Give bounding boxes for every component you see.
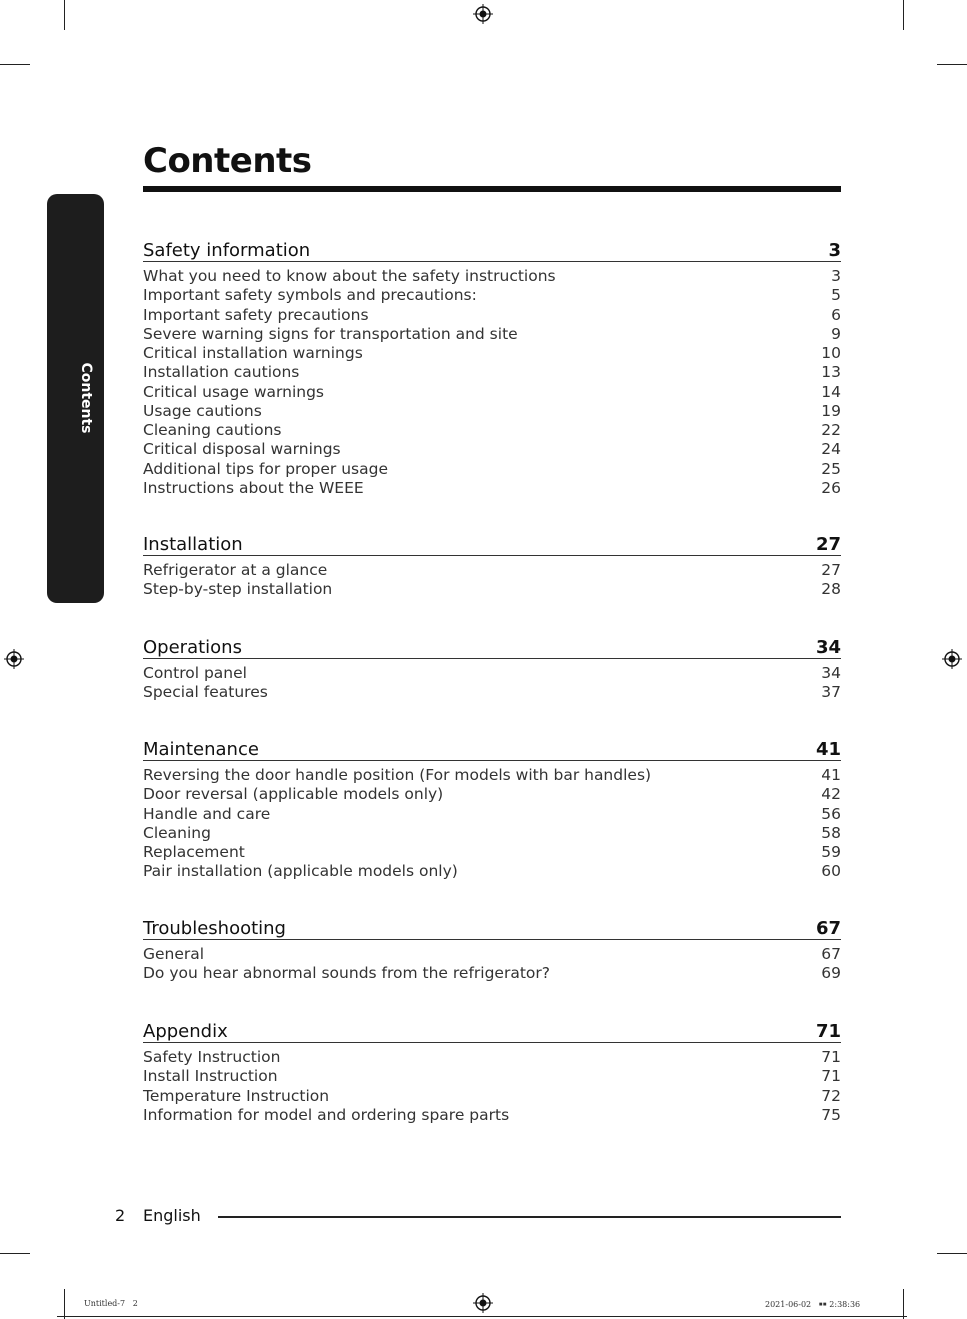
toc-entry-page: 34 (821, 664, 841, 682)
toc-entry-page: 58 (821, 823, 841, 842)
toc-entry[interactable] (143, 945, 841, 964)
section-heading[interactable] (143, 734, 841, 761)
toc-entry-page: 67 (821, 945, 841, 963)
toc-entry[interactable] (143, 862, 841, 881)
toc-entry[interactable] (143, 267, 841, 286)
toc-entry-page: 14 (821, 382, 841, 401)
toc-entry-page: 13 (821, 363, 841, 382)
side-tab (47, 194, 104, 603)
toc-entry-page: 27 (821, 561, 841, 579)
toc-entry[interactable] (143, 440, 841, 459)
section-title: Installation (143, 534, 243, 555)
toc-entry[interactable] (143, 286, 841, 305)
toc-entry-page: 41 (821, 766, 841, 784)
section-heading[interactable] (143, 529, 841, 556)
section-page-number: 34 (815, 637, 841, 658)
slug-file: Untitled-7 2 (84, 1299, 138, 1308)
toc-entry[interactable] (143, 824, 841, 843)
section-entries (143, 664, 841, 703)
section-entries (143, 267, 841, 498)
toc-entry[interactable] (143, 580, 841, 599)
footer-language: English (143, 1206, 201, 1225)
crop-mark (64, 1289, 65, 1319)
toc-section (143, 913, 841, 984)
toc-entry-page: 10 (821, 344, 841, 362)
toc-entry-label: Control panel (143, 664, 247, 682)
crop-mark (937, 1253, 967, 1254)
page-number: 2 (115, 1206, 126, 1225)
toc-entry-page: 56 (821, 804, 841, 823)
toc-entry-label: Information for model and ordering spare parts (143, 1105, 510, 1124)
toc-entry[interactable] (143, 1087, 841, 1106)
toc-entry-label: Critical installation warnings (143, 344, 363, 362)
crop-mark (903, 1289, 904, 1319)
section-page-number: 41 (815, 739, 841, 760)
toc-entry-label: Refrigerator at a glance (143, 561, 328, 579)
crop-mark (903, 0, 904, 30)
toc-entry[interactable] (143, 785, 841, 804)
toc-entry-label: Special features (143, 683, 268, 702)
toc-entry[interactable] (143, 325, 841, 344)
crop-mark (64, 0, 65, 30)
crop-mark (937, 64, 967, 65)
crop-mark (0, 1253, 30, 1254)
section-heading[interactable] (143, 235, 841, 262)
toc-section (143, 734, 841, 882)
section-entries (143, 945, 841, 984)
toc-entry[interactable] (143, 561, 841, 580)
toc-entry-page: 3 (831, 267, 841, 285)
toc-entry[interactable] (143, 843, 841, 862)
section-heading[interactable] (143, 632, 841, 659)
section-page-number: 27 (815, 534, 841, 555)
toc-entry-page: 72 (821, 1086, 841, 1105)
toc-entry-page: 59 (821, 843, 841, 861)
toc-entry-label: Temperature Instruction (143, 1086, 330, 1105)
toc-entry-label: Critical usage warnings (143, 382, 324, 401)
section-heading[interactable] (143, 1016, 841, 1043)
slug-rule (57, 1316, 907, 1317)
section-page-number: 3 (828, 240, 841, 261)
registration-mark-icon (473, 4, 493, 24)
toc-entry-page: 42 (821, 785, 841, 804)
toc-entry-label: Safety Instruction (143, 1048, 281, 1066)
toc-entry-label: Install Instruction (143, 1067, 278, 1086)
toc-entry-label: Pair installation (applicable models only) (143, 862, 458, 881)
section-page-number: 71 (815, 1021, 841, 1042)
toc-entry-label: Important safety precautions (143, 305, 369, 324)
toc-entry-label: Door reversal (applicable models only) (143, 785, 444, 804)
toc-entry[interactable] (143, 402, 841, 421)
slug-timestamp: 2021-06-02 ￭￭ 2:38:36 (765, 1300, 861, 1309)
section-title: Appendix (143, 1021, 228, 1042)
toc-entry-page: 9 (831, 324, 841, 343)
toc-entry-label: What you need to know about the safety instructions (143, 267, 556, 285)
registration-mark-icon (473, 1293, 493, 1313)
toc-section (143, 632, 841, 703)
toc-entry-label: Cleaning (143, 823, 211, 842)
registration-mark-icon (4, 649, 24, 669)
toc-entry-page: 75 (821, 1105, 841, 1124)
toc-entry-label: General (143, 945, 205, 963)
toc-entry-page: 71 (821, 1048, 841, 1066)
toc-section (143, 1016, 841, 1125)
toc-entry[interactable] (143, 664, 841, 683)
section-entries (143, 561, 841, 600)
toc-entry[interactable] (143, 1106, 841, 1125)
toc-entry-page: 60 (821, 862, 841, 881)
toc-entry-label: Do you hear abnormal sounds from the refrigerator? (143, 964, 551, 983)
section-title: Operations (143, 637, 242, 658)
toc-entry-page: 6 (831, 305, 841, 324)
section-page-number: 67 (815, 918, 841, 939)
toc-entry-label: Installation cautions (143, 363, 300, 382)
toc-entry-label: Handle and care (143, 804, 271, 823)
registration-mark-icon (942, 649, 962, 669)
page-title: Contents (143, 141, 312, 181)
section-title: Troubleshooting (143, 918, 286, 939)
toc-entry[interactable] (143, 766, 841, 785)
toc-entry[interactable] (143, 1067, 841, 1086)
toc-entry-page: 37 (821, 683, 841, 702)
toc-entry-label: Instructions about the WEEE (143, 478, 364, 497)
side-tab-label: Contents (78, 362, 94, 434)
toc-entry[interactable] (143, 306, 841, 325)
section-title: Maintenance (143, 739, 259, 760)
toc-entry-page: 19 (821, 401, 841, 420)
toc-entry-label: Step-by-step installation (143, 580, 333, 599)
toc-entry-label: Critical disposal warnings (143, 440, 341, 459)
toc-entry[interactable] (143, 805, 841, 824)
footer-rule (218, 1216, 841, 1218)
toc-entry-label: Replacement (143, 843, 245, 861)
toc-entry-label: Reversing the door handle position (For models with bar handles) (143, 766, 652, 784)
toc-entry-page: 26 (821, 478, 841, 497)
toc-entry-label: Important safety symbols and precautions: (143, 286, 477, 305)
toc-entry-label: Severe warning signs for transportation and site (143, 324, 518, 343)
toc-entry-label: Cleaning cautions (143, 421, 282, 439)
toc-entry[interactable] (143, 383, 841, 402)
title-rule (143, 186, 841, 192)
toc-entry-page: 71 (821, 1067, 841, 1086)
section-title: Safety information (143, 240, 311, 261)
toc-section (143, 235, 841, 498)
crop-mark (0, 64, 30, 65)
toc-entry[interactable] (143, 421, 841, 440)
toc-section (143, 529, 841, 600)
section-entries (143, 766, 841, 882)
toc-entry[interactable] (143, 363, 841, 382)
toc-entry[interactable] (143, 479, 841, 498)
toc-entry-page: 69 (821, 964, 841, 983)
toc-entry-page: 25 (821, 459, 841, 478)
toc-entry[interactable] (143, 683, 841, 702)
toc-entry-page: 24 (821, 440, 841, 459)
toc-entry-label: Additional tips for proper usage (143, 459, 389, 478)
toc-entry-label: Usage cautions (143, 401, 262, 420)
toc-entry[interactable] (143, 344, 841, 363)
toc-entry[interactable] (143, 964, 841, 983)
toc-entry-page: 5 (831, 286, 841, 305)
toc-entry-page: 22 (821, 421, 841, 439)
toc-entry-page: 28 (821, 580, 841, 599)
section-heading[interactable] (143, 913, 841, 940)
toc-entry[interactable] (143, 460, 841, 479)
section-entries (143, 1048, 841, 1125)
toc-entry[interactable] (143, 1048, 841, 1067)
